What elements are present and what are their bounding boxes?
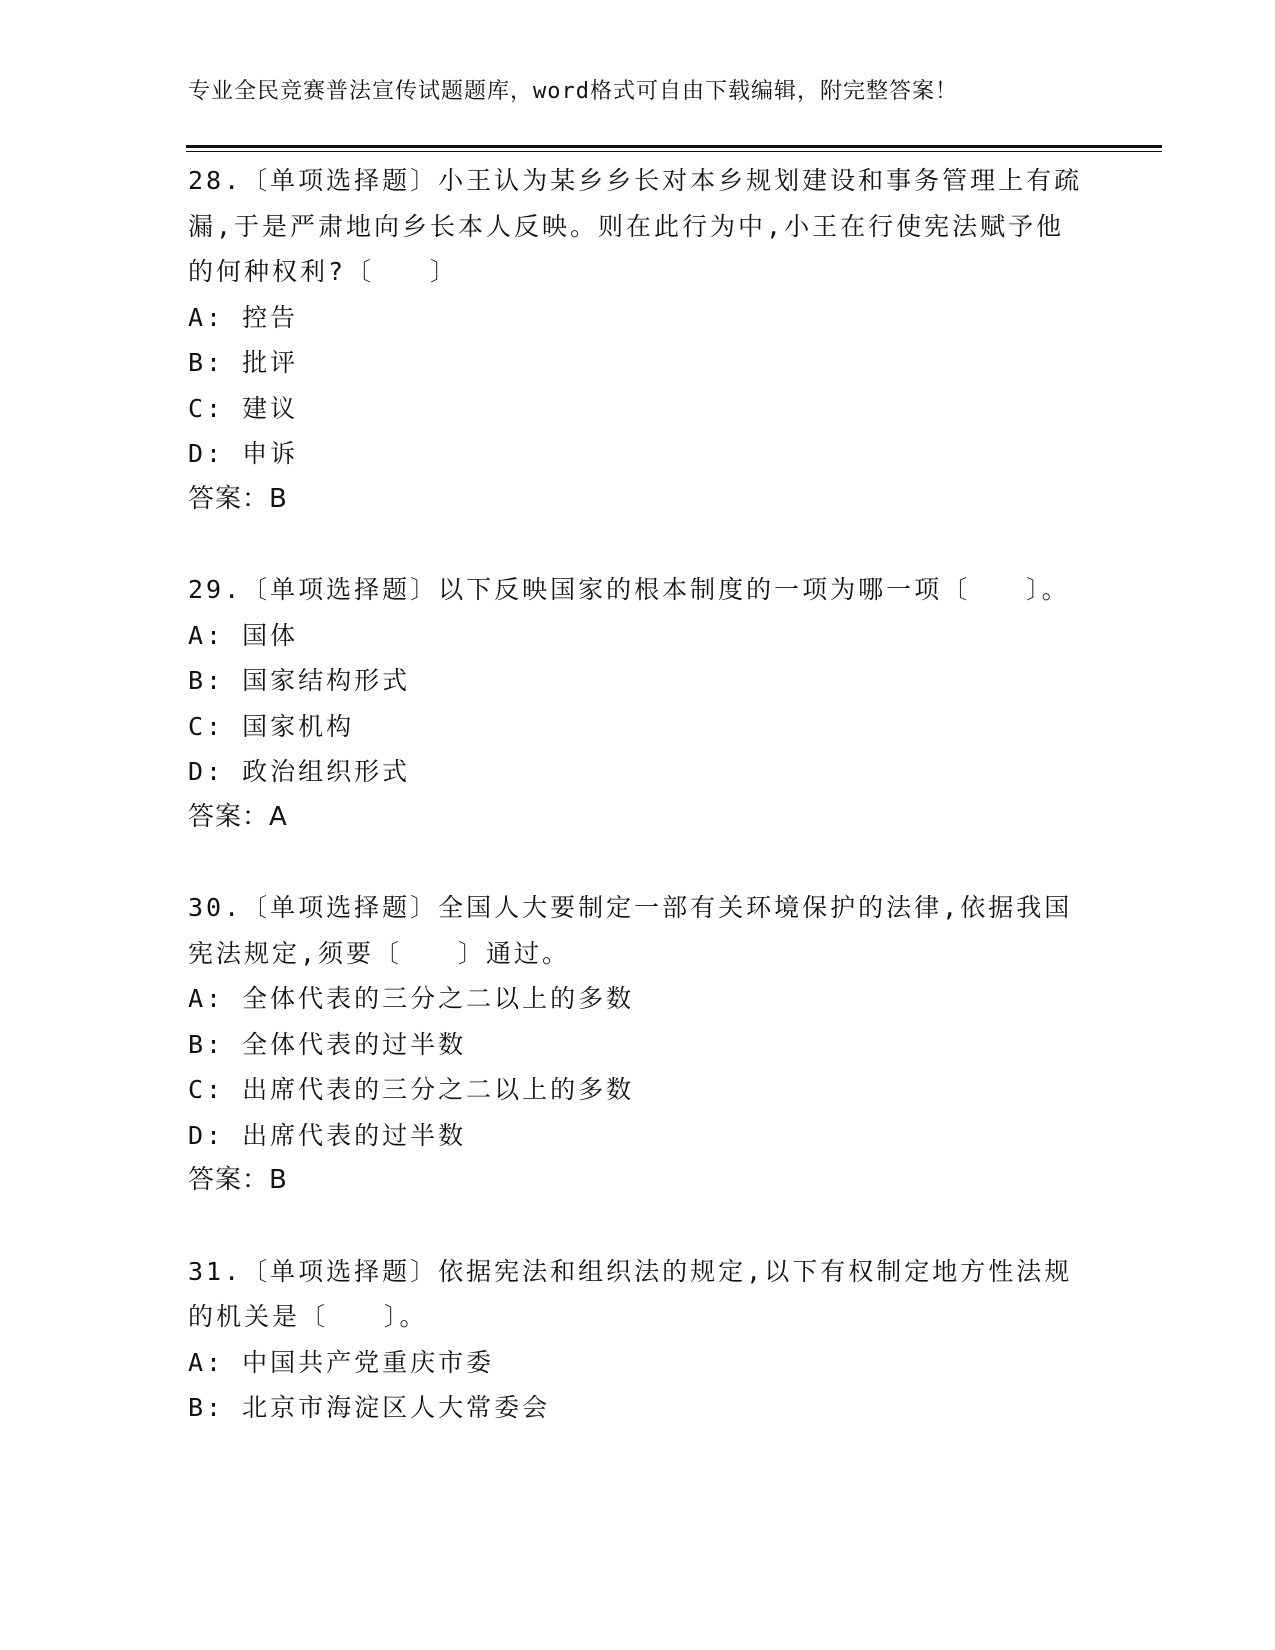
question-text: 29.〔单项选择题〕以下反映国家的根本制度的一项为哪一项〔 〕。 bbox=[188, 575, 1070, 604]
option-d: D: 出席代表的过半数 bbox=[188, 1120, 467, 1150]
option-c: C: 建议 bbox=[188, 393, 299, 423]
option-a: A: 全体代表的三分之二以上的多数 bbox=[188, 984, 635, 1013]
header-note: 专业全民竞赛普法宣传试题题库，word格式可自由下载编辑，附完整答案！ bbox=[188, 79, 958, 104]
option-b: B: 全体代表的过半数 bbox=[188, 1029, 467, 1059]
option-b: B: 国家结构形式 bbox=[188, 666, 411, 695]
option-a: A: 国体 bbox=[188, 620, 299, 650]
option-c: C: 出席代表的三分之二以上的多数 bbox=[188, 1075, 635, 1104]
option-b: B: 批评 bbox=[188, 348, 299, 377]
header-rule-thin bbox=[186, 151, 1162, 152]
option-c: C: 国家机构 bbox=[188, 711, 355, 741]
header-rule-thick bbox=[186, 145, 1162, 148]
option-a: A: 控告 bbox=[188, 302, 299, 332]
answer-line: 答案：B bbox=[188, 1165, 288, 1195]
question-30 bbox=[188, 885, 1088, 1204]
question-28 bbox=[188, 158, 1088, 522]
question-text: 30.〔单项选择题〕全国人大要制定一部有关环境保护的法律,依据我国宪法规定,须要〔 〕通过。 bbox=[188, 893, 1073, 968]
question-text: 31.〔单项选择题〕依据宪法和组织法的规定,以下有权制定地方性法规的机关是〔 〕。 bbox=[188, 1256, 1073, 1331]
option-d: D: 政治组织形式 bbox=[188, 757, 411, 786]
question-gap bbox=[188, 522, 1088, 567]
question-gap bbox=[188, 1204, 1088, 1249]
question-list bbox=[188, 158, 1088, 1431]
question-gap bbox=[188, 840, 1088, 885]
question-text: 28.〔单项选择题〕小王认为某乡乡长对本乡规划建设和事务管理上有疏漏,于是严肃地向乡长本人反映。则在此行为中,小王在行使宪法赋予他的何种权利?〔 〕 bbox=[188, 166, 1083, 286]
option-a: A: 中国共产党重庆市委 bbox=[188, 1347, 495, 1377]
question-31 bbox=[188, 1249, 1088, 1431]
option-d: D: 申诉 bbox=[188, 439, 299, 468]
option-b: B: 北京市海淀区人大常委会 bbox=[188, 1393, 551, 1422]
answer-line: 答案：A bbox=[188, 801, 288, 832]
answer-line: 答案：B bbox=[188, 483, 288, 514]
question-29 bbox=[188, 567, 1088, 840]
